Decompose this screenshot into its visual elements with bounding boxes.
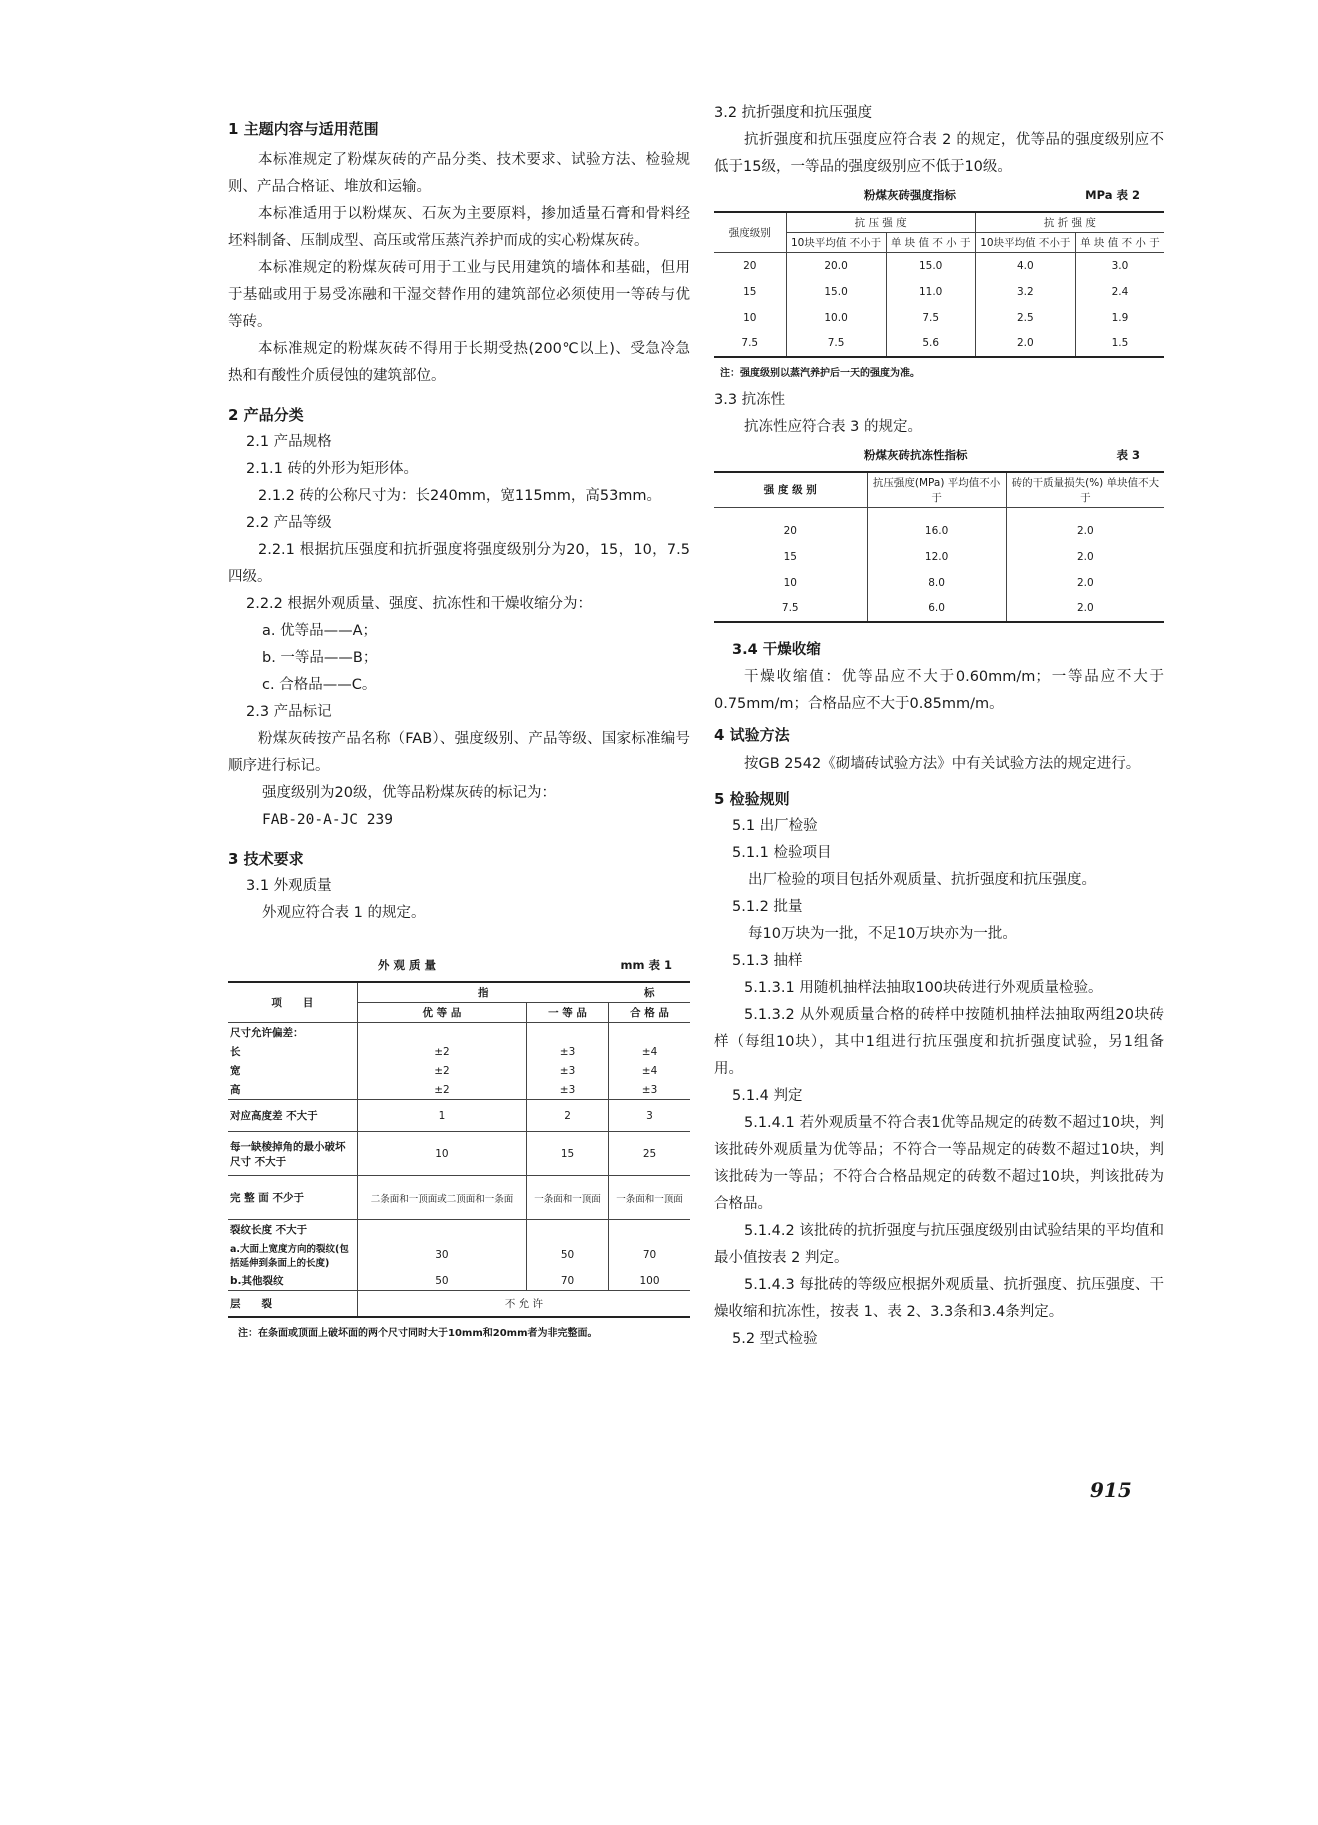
t2-head-avg: 10块平均值 不小于: [975, 233, 1075, 253]
grade-b: b. 一等品——B；: [262, 650, 378, 666]
t3-cell: 8.0: [867, 570, 1006, 596]
table-3-title: 粉煤灰砖抗冻性指标: [864, 447, 968, 462]
t1-head-grade-1: 优 等 品: [357, 1003, 526, 1023]
t1-head-item: 项 目: [228, 982, 357, 1023]
s1-paragraph-1: 本标准规定了粉煤灰砖的产品分类、技术要求、试验方法、检验规则、产品合格证、堆放和运输。: [228, 152, 690, 195]
s3-1-paragraph: 外观应符合表 1 的规定。: [262, 905, 426, 921]
t1-layer-crack-label: 层 裂: [228, 1291, 357, 1317]
s5-1-1-heading: 5.1.1 检验项目: [732, 844, 832, 861]
t1-head-zhi: 指: [357, 982, 608, 1003]
t1-cell: ±2: [357, 1080, 526, 1100]
s5-1-4-heading: 5.1.4 判定: [732, 1087, 803, 1104]
t3-cell: 20: [714, 518, 867, 544]
s5-1-2-heading: 5.1.2 批量: [732, 898, 803, 915]
t1-dim-length: 长: [228, 1042, 357, 1061]
t1-cell: 15: [527, 1132, 609, 1176]
t1-corner-label: 每一缺棱掉角的最小破坏尺寸 不大于: [228, 1132, 357, 1176]
right-column: [714, 100, 1164, 1353]
s3-4-paragraph: 干燥收缩值：优等品应不大于0.60mm/m；一等品应不大于0.75mm/m；合格品应不大于0.85mm/m。: [714, 668, 1164, 712]
t1-cell: 70: [642, 1249, 657, 1261]
table-2: [714, 211, 1164, 358]
s3-2-paragraph: 抗折强度和抗压强度应符合表 2 的规定，优等品的强度级别应不低于15级，一等品的强度级别应不低于10级。: [714, 132, 1164, 175]
t3-head-loss: 砖的干质量损失(%) 单块值不大于: [1006, 472, 1164, 508]
t3-cell: 2.0: [1077, 550, 1094, 563]
t1-cell: ±4: [641, 1045, 658, 1058]
table-2-note: 注：强度级别以蒸汽养护后一天的强度为准。: [720, 367, 920, 379]
t1-height-diff-label: 对应高度差 不大于: [228, 1100, 357, 1132]
t2-cell: 10: [714, 305, 786, 331]
t3-cell: 7.5: [714, 596, 867, 622]
t1-cell: ±2: [357, 1042, 526, 1061]
s2-2-1: 2.2.1 根据抗压强度和抗折强度将强度级别分为20，15，10，7.5四级。: [228, 542, 690, 585]
t1-crack-label: 裂纹长度 不大于: [228, 1220, 357, 1240]
t2-cell: 15.0: [786, 279, 886, 305]
table-1-title: 外 观 质 量: [378, 958, 437, 972]
t1-cell: ±3: [527, 1080, 609, 1100]
s5-1-1-paragraph: 出厂检验的项目包括外观质量、抗折强度和抗压强度。: [748, 871, 1096, 888]
t3-head-comp: 抗压强度(MPa) 平均值不小于: [867, 472, 1006, 508]
table-3-caption: [714, 441, 1164, 463]
t1-dim-label: 尺寸允许偏差：: [228, 1023, 357, 1043]
t1-cell: 3: [609, 1100, 690, 1132]
s3-3-heading: 3.3 抗冻性: [714, 391, 786, 408]
t2-cell: 7.5: [786, 331, 886, 357]
t2-cell: 15.0: [886, 253, 975, 279]
t3-cell: 15: [714, 544, 867, 570]
t1-cell: ±2: [357, 1061, 526, 1080]
t3-cell: 16.0: [867, 518, 1006, 544]
s2-1-1: 2.1.1 砖的外形为矩形体。: [246, 461, 419, 477]
page-number: 915: [1090, 1478, 1132, 1502]
s2-3-heading: 2.3 产品标记: [246, 704, 332, 720]
t2-cell: 2.4: [1111, 285, 1129, 298]
t1-cell: 100: [609, 1271, 690, 1291]
s5-1-2-paragraph: 每10万块为一批，不足10万块亦为一批。: [748, 925, 1017, 942]
table-3-unit: 表 3: [1116, 447, 1140, 462]
section-1-title: 1 主题内容与适用范围: [228, 120, 379, 138]
s5-1-4-3: 5.1.4.3 每批砖的等级应根据外观质量、抗折强度、抗压强度、干燥收缩和抗冻性，按表 1、表 2、3.3条和3.4条判定。: [714, 1276, 1164, 1320]
t1-cell: 一条面和一顶面: [609, 1176, 690, 1220]
s5-1-heading: 5.1 出厂检验: [732, 817, 818, 834]
t3-cell: 12.0: [867, 544, 1006, 570]
t2-cell: 7.5: [886, 305, 975, 331]
left-column: [228, 118, 690, 1342]
t2-cell: 4.0: [975, 253, 1075, 279]
t1-complete-face-label: 完 整 面 不少于: [228, 1176, 357, 1220]
t3-cell: 10: [714, 570, 867, 596]
s1-paragraph-3: 本标准规定的粉煤灰砖可用于工业与民用建筑的墙体和基础，但用于基础或用于易受冻融和干湿交替作用的建筑部位必须使用一等砖与优等砖。: [228, 260, 690, 330]
s5-1-3-1: 5.1.3.1 用随机抽样法抽取100块砖进行外观质量检验。: [744, 979, 1103, 996]
t2-cell: 10.0: [786, 305, 886, 331]
t2-cell: 15: [714, 279, 786, 305]
t1-cell: 一条面和一顶面: [527, 1176, 609, 1220]
t1-cell: 50: [527, 1239, 609, 1271]
t2-head-flexural: 抗 折 强 度: [975, 212, 1164, 233]
t2-head-avg: 10块平均值 不小于: [786, 233, 886, 253]
t1-head-biao: 标: [609, 982, 690, 1003]
t1-layer-crack-value: 不 允 许: [504, 1297, 544, 1310]
t1-cell: 25: [609, 1132, 690, 1176]
table-2-caption: [714, 181, 1164, 203]
s3-4-heading: 3.4 干燥收缩: [732, 641, 821, 658]
t1-cell: 2: [527, 1100, 609, 1132]
s2-2-2: 2.2.2 根据外观质量、强度、抗冻性和干燥收缩分为：: [246, 596, 593, 612]
table-2-unit: MPa 表 2: [1085, 188, 1140, 202]
s5-1-4-2: 5.1.4.2 该批砖的抗折强度与抗压强度级别由试验结果的平均值和最小值按表 2 判定。: [714, 1222, 1164, 1266]
t2-cell: 3.2: [975, 279, 1075, 305]
s2-2-heading: 2.2 产品等级: [246, 515, 332, 531]
s2-1-heading: 2.1 产品规格: [246, 434, 332, 450]
s2-3-example: 强度级别为20级，优等品粉煤灰砖的标记为：: [262, 785, 556, 801]
table-2-title: 粉煤灰砖强度指标: [864, 188, 956, 202]
t3-cell: 6.0: [867, 596, 1006, 622]
grade-a: a. 优等品——A；: [262, 623, 378, 639]
t1-dim-width: 宽: [228, 1061, 357, 1080]
t1-cell: 30: [357, 1239, 526, 1271]
s3-3-paragraph: 抗冻性应符合表 3 的规定。: [744, 418, 922, 435]
section-4-title: 4 试验方法: [714, 725, 790, 744]
t1-cell: 二条面和一顶面或二顶面和一条面: [357, 1176, 526, 1220]
t1-cell: ±4: [641, 1064, 658, 1077]
t2-cell: 5.6: [886, 331, 975, 357]
section-5-title: 5 检验规则: [714, 789, 790, 808]
t2-head-single: 单 块 值 不 小 于: [886, 233, 975, 253]
t2-cell: 1.9: [1111, 311, 1129, 324]
t2-head-single: 单 块 值 不 小 于: [1075, 233, 1164, 253]
t2-cell: 20: [714, 253, 786, 279]
s2-1-2: 2.1.2 砖的公称尺寸为：长240mm，宽115mm，高53mm。: [258, 488, 662, 504]
t1-dim-height: 高: [228, 1080, 357, 1100]
t1-head-grade-2: 一 等 品: [527, 1003, 609, 1023]
table-1: [228, 981, 690, 1318]
t1-cell: 50: [357, 1271, 526, 1291]
t2-cell: 3.0: [1111, 259, 1129, 272]
t3-cell: 2.0: [1077, 524, 1094, 537]
s5-2-heading: 5.2 型式检验: [732, 1330, 818, 1347]
t1-cell: 10: [357, 1132, 526, 1176]
t2-cell: 20.0: [786, 253, 886, 279]
t3-cell: 2.0: [1077, 576, 1094, 589]
s4-paragraph: 按GB 2542《砌墙砖试验方法》中有关试验方法的规定进行。: [744, 755, 1141, 772]
t1-crack-b-label: b.其他裂纹: [228, 1271, 357, 1291]
s3-1-heading: 3.1 外观质量: [246, 878, 332, 894]
t2-cell: 11.0: [886, 279, 975, 305]
table-1-note: 注：在条面或顶面上破坏面的两个尺寸同时大于10mm和20mm者为非完整面。: [238, 1327, 598, 1339]
t2-cell: 1.5: [1111, 337, 1129, 349]
s1-paragraph-4: 本标准规定的粉煤灰砖不得用于长期受热(200℃以上)、受急冷急热和有酸性介质侵蚀的建筑部位。: [228, 341, 690, 384]
t3-cell: 2.0: [1077, 602, 1094, 614]
t1-cell: ±3: [527, 1061, 609, 1080]
s2-3-paragraph: 粉煤灰砖按产品名称（FAB）、强度级别、产品等级、国家标准编号顺序进行标记。: [228, 731, 690, 774]
t2-head-compression: 抗 压 强 度: [786, 212, 975, 233]
t1-cell: ±3: [609, 1080, 690, 1100]
s5-1-3-heading: 5.1.3 抽样: [732, 952, 803, 969]
s1-paragraph-2: 本标准适用于以粉煤灰、石灰为主要原料，掺加适量石膏和骨料经坯料制备、压制成型、高压或常压蒸汽养护而成的实心粉煤灰砖。: [228, 206, 690, 249]
t1-cell: ±3: [527, 1042, 609, 1061]
section-2-title: 2 产品分类: [228, 406, 304, 424]
table-1-unit: mm 表 1: [620, 958, 672, 972]
t2-cell: 7.5: [714, 331, 786, 357]
t1-head-grade-3: 合 格 品: [609, 1003, 690, 1023]
table-1-caption: [228, 957, 690, 973]
grade-c: c. 合格品——C。: [262, 677, 377, 693]
t1-cell: 70: [527, 1271, 609, 1291]
table-3: [714, 471, 1164, 623]
s3-2-heading: 3.2 抗折强度和抗压强度: [714, 105, 873, 121]
section-3-title: 3 技术要求: [228, 850, 304, 868]
t3-head-grade: 强 度 级 别: [714, 472, 867, 508]
s5-1-4-1: 5.1.4.1 若外观质量不符合表1优等品规定的砖数不超过10块，判该批砖外观质量为优等品；不符合一等品规定的砖数不超过10块，判该批砖为一等品；不符合合格品规定的砖数不超过10块，判该批砖为合格品。: [714, 1114, 1164, 1212]
t2-cell: 2.0: [975, 331, 1075, 357]
t2-cell: 2.5: [975, 305, 1075, 331]
product-mark: FAB-20-A-JC 239: [262, 812, 393, 828]
t1-crack-a-label: a.大面上宽度方向的裂纹(包括延伸到条面上的长度): [228, 1239, 357, 1271]
t2-head-grade: 强度级别: [714, 212, 786, 253]
s5-1-3-2: 5.1.3.2 从外观质量合格的砖样中按随机抽样法抽取两组20块砖样（每组10块），其中1组进行抗压强度和抗折强度试验，另1组备用。: [714, 1006, 1164, 1077]
t1-cell: 1: [357, 1100, 526, 1132]
